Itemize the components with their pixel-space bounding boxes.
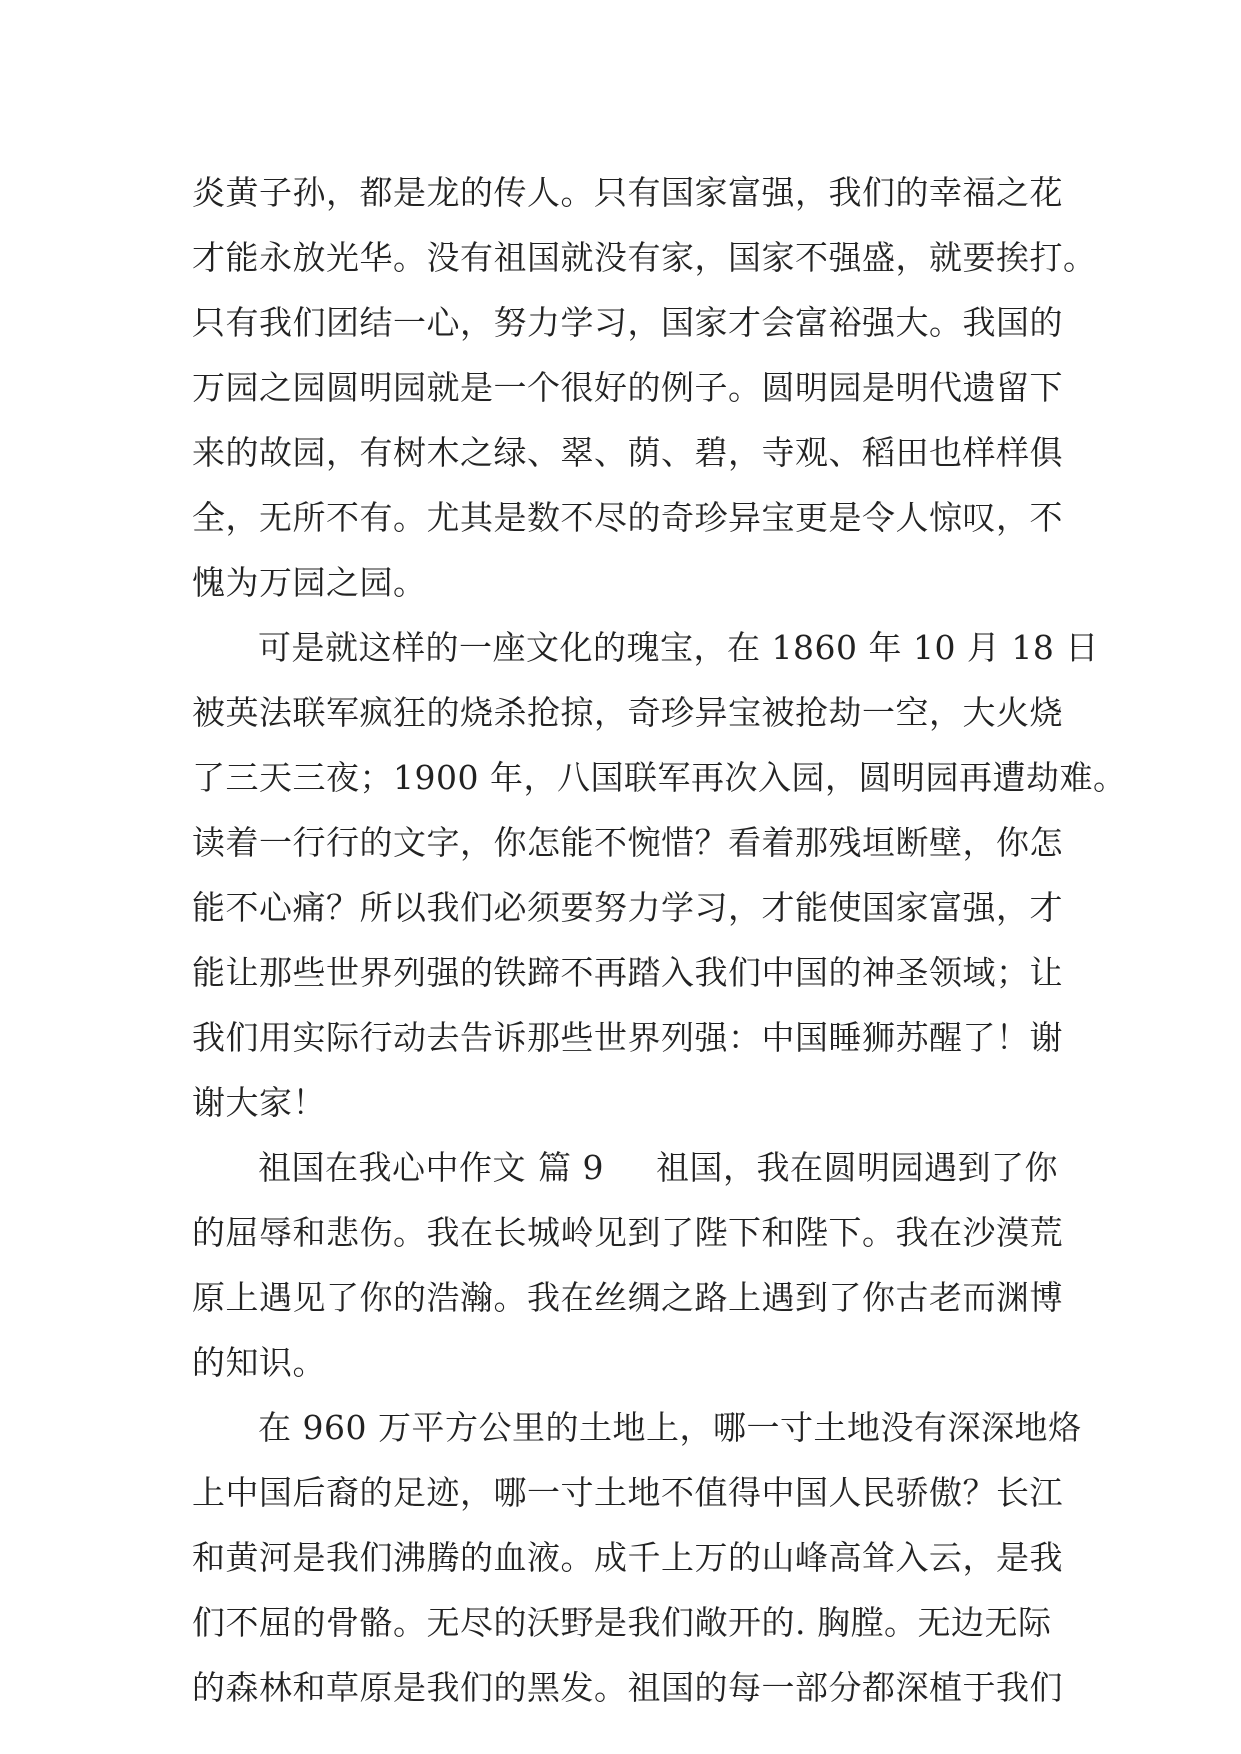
essay-body bbox=[192, 160, 1127, 1720]
paragraph bbox=[192, 1135, 1063, 1395]
paragraph bbox=[192, 160, 1097, 615]
text-line: 我们用实际行动去告诉那些世界列强：中国睡狮苏醒了！谢 bbox=[192, 1018, 1063, 1057]
essay-number: 篇 9 bbox=[538, 1148, 604, 1187]
text-line: 能不心痛？所以我们必须要努力学习，才能使国家富强，才 bbox=[192, 888, 1063, 927]
text-line: 上中国后裔的足迹，哪一寸土地不值得中国人民骄傲？长江 bbox=[192, 1473, 1063, 1512]
text-line: 在 960 万平方公里的土地上，哪一寸土地没有深深地烙 bbox=[258, 1408, 1082, 1447]
text-segment: 祖国，我在圆明园遇到了你 bbox=[656, 1148, 1058, 1187]
text-line: 来的故园，有树木之绿、翠、荫、碧，寺观、稻田也样样俱 bbox=[192, 433, 1063, 472]
text-line: 们不屈的骨骼。无尽的沃野是我们敞开的. 胸膛。无边无际 bbox=[192, 1603, 1052, 1642]
text-line: 才能永放光华。没有祖国就没有家，国家不强盛，就要挨打。 bbox=[192, 238, 1097, 277]
text-line: 愧为万园之园。 bbox=[192, 563, 427, 602]
text-line: 的知识。 bbox=[192, 1343, 326, 1382]
text-line: 能让那些世界列强的铁蹄不再踏入我们中国的神圣领域；让 bbox=[192, 953, 1063, 992]
paragraph bbox=[192, 615, 1127, 1135]
text-line: 谢大家！ bbox=[192, 1083, 326, 1122]
text-line: 读着一行行的文字，你怎能不惋惜？看着那残垣断壁，你怎 bbox=[192, 823, 1063, 862]
text-line: 全，无所不有。尤其是数不尽的奇珍异宝更是令人惊叹，不 bbox=[192, 498, 1063, 537]
text-line: 和黄河是我们沸腾的血液。成千上万的山峰高耸入云，是我 bbox=[192, 1538, 1063, 1577]
text-line: 的屈辱和悲伤。我在长城岭见到了陛下和陛下。我在沙漠荒 bbox=[192, 1213, 1063, 1252]
text-line: 万园之园圆明园就是一个很好的例子。圆明园是明代遗留下 bbox=[192, 368, 1063, 407]
essay-title: 祖国在我心中作文 bbox=[258, 1148, 526, 1187]
text-line: 可是就这样的一座文化的瑰宝，在 1860 年 10 月 18 日 bbox=[258, 628, 1099, 667]
text-line: 原上遇见了你的浩瀚。我在丝绸之路上遇到了你古老而渊博 bbox=[192, 1278, 1063, 1317]
text-line: 的森林和草原是我们的黑发。祖国的每一部分都深植于我们 bbox=[192, 1668, 1063, 1707]
text-line: 只有我们团结一心，努力学习，国家才会富裕强大。我国的 bbox=[192, 303, 1063, 342]
paragraph bbox=[192, 1395, 1082, 1720]
text-line: 被英法联军疯狂的烧杀抢掠，奇珍异宝被抢劫一空，大火烧 bbox=[192, 693, 1063, 732]
text-line: 了三天三夜；1900 年，八国联军再次入园，圆明园再遭劫难。 bbox=[192, 758, 1127, 797]
essay-heading-line bbox=[192, 1135, 1058, 1200]
text-line: 炎黄子孙，都是龙的传人。只有国家富强，我们的幸福之花 bbox=[192, 173, 1063, 212]
